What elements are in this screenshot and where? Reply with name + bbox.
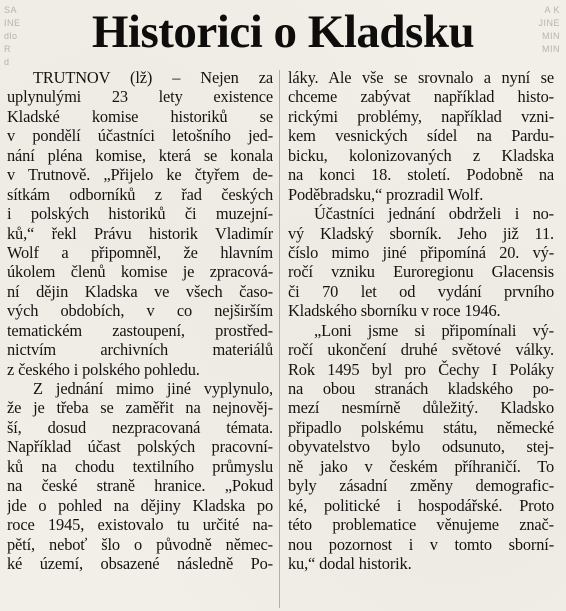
text-line: rickými problémy, například vzni-: [288, 106, 554, 126]
text-line: tematickém zastoupení, prostřed-: [7, 320, 273, 340]
text-line: ší, dosud nezpracovaná témata.: [7, 417, 273, 437]
column-divider: [279, 70, 280, 608]
article-headline: Historici o Kladsku: [91, 6, 475, 58]
text-line: Wolf a připomněl, že hlavním: [7, 242, 273, 262]
text-line: nou pozornost i v tomto sborní-: [288, 534, 554, 554]
text-line: kem vesnických sídel na Pardu-: [288, 126, 554, 146]
text-line: Kladské komise historiků se: [7, 106, 273, 126]
text-line: uplynulými 23 lety existence: [7, 87, 273, 107]
bleed-fragment: MIN: [542, 31, 560, 41]
text-line: obyvatelstvo bylo odsunuto, stej-: [288, 437, 554, 457]
text-line: bicku, kolonizovaných z Kladska: [288, 145, 554, 165]
bleed-fragment: R: [4, 44, 11, 54]
text-line: i polských historiků či muzejní-: [7, 204, 273, 224]
text-line: na konci 18. století. Podobně na: [288, 165, 554, 185]
text-line: ké, politické i hospodářské. Proto: [288, 495, 554, 515]
text-line: ní dějin Kladska ve všech časo-: [7, 281, 273, 301]
text-line: na obou stranách kladského po-: [288, 379, 554, 398]
text-line: ně jako v českém příhraničí. To: [288, 456, 554, 476]
bleed-fragment: dlo: [4, 31, 18, 41]
text-line: ročí vzniku Euroregionu Glacensis: [288, 262, 554, 282]
text-line: vých obdobích, v co nejširším: [7, 301, 273, 321]
text-line: „Loni jsme si připomínali vý-: [314, 320, 554, 340]
text-line: či 70 let od vydání prvního: [288, 281, 554, 301]
text-line: Například účast polských pracovní-: [7, 437, 273, 457]
text-line: nictvím archivních materiálů: [7, 340, 273, 360]
text-line: Z jednání mimo jiné vyplynulo,: [33, 379, 273, 398]
bleed-fragment: SA: [4, 5, 18, 15]
text-line: nání pléna komise, která se konala: [7, 145, 273, 165]
text-line: mezí nesmírně důležitý. Kladsko: [288, 398, 554, 418]
text-line: ků,“ řekl Právu historik Vladimír: [7, 223, 273, 243]
text-line: ké území, obsazené následně Po-: [7, 553, 273, 573]
bleed-fragment: A K: [544, 5, 560, 15]
text-line: ročí ukončení druhé světové války.: [288, 340, 554, 360]
text-line: chceme zabývat například histo-: [288, 87, 554, 107]
text-line: na české straně hranice. „Pokud: [7, 476, 273, 496]
text-line: této problematice věnujeme znač-: [288, 515, 554, 535]
text-line: že je třeba se zaměřit na nejnověj-: [7, 398, 273, 418]
text-line: z českého i polského pohledu.: [7, 359, 200, 379]
bleed-fragment: MIN: [542, 44, 560, 54]
text-line: Rok 1495 byl pro Čechy I Poláky: [288, 359, 554, 379]
text-line: pětí, neboť šlo o původně němec-: [7, 534, 273, 554]
text-line: v Trutnově. „Přijelo ke čtyřem de-: [7, 165, 273, 185]
text-line: roce 1945, existovalo tu určité na-: [7, 515, 273, 535]
text-line: láky. Ale vše se srovnalo a nyní se: [288, 68, 554, 87]
text-line: připadlo polskému státu, německé: [288, 417, 554, 437]
text-line: číslo mimo jiné připomíná 20. vý-: [288, 242, 554, 262]
text-line: úkolem členů komise je zpracová-: [7, 262, 273, 282]
text-line: v pondělí účastníci letošního jed-: [7, 126, 273, 146]
bleed-fragment: d: [4, 57, 10, 67]
text-line: ků na chodu textilního průmyslu: [7, 456, 273, 476]
text-line: vý Kladský sborník. Jeho již 11.: [288, 223, 554, 243]
text-line: sítkám odborníků z řad českých: [7, 184, 273, 204]
bleed-fragment: JINE: [538, 18, 560, 28]
article-column-right: [288, 68, 554, 573]
bleed-fragment: INE: [4, 18, 21, 28]
text-line: byly zásadní změny demografic-: [288, 476, 554, 496]
text-line: Poděbradsku,“ prozradil Wolf.: [288, 184, 484, 204]
article-column-left: [7, 68, 273, 573]
text-line: Účastníci jednání obdrželi i no-: [314, 204, 554, 224]
text-line: jde o pohled na dějiny Kladska po: [7, 495, 273, 515]
text-line: TRUTNOV (lž) – Nejen za: [33, 68, 273, 87]
text-line: Kladského sborníku v roce 1946.: [288, 301, 501, 321]
text-line: ku,“ dodal historik.: [288, 553, 412, 573]
